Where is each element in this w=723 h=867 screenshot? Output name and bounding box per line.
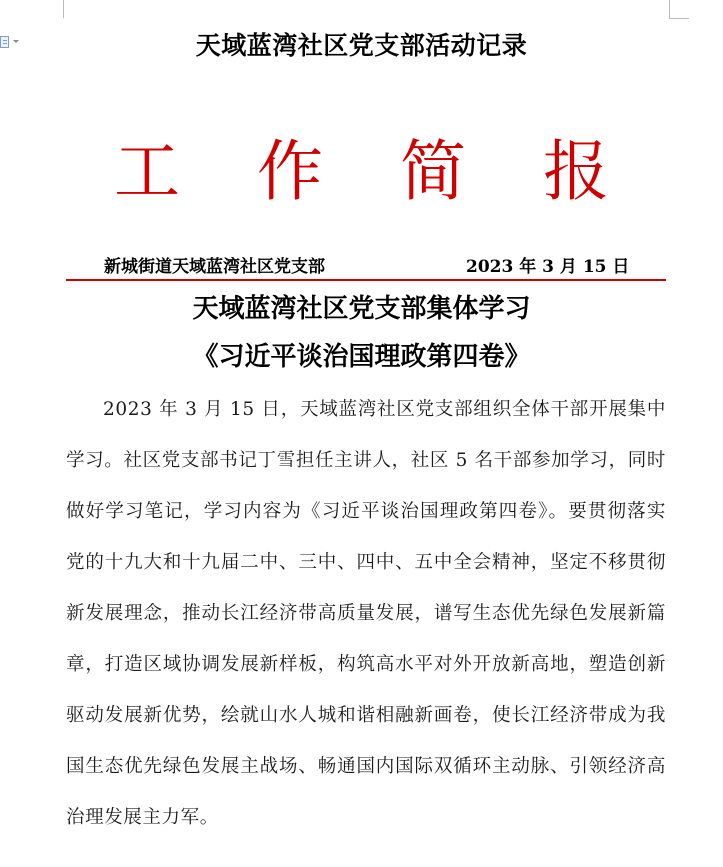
article-title-line2: 《习近平谈治国理政第四卷》 [192, 342, 531, 372]
crop-mark-right-horizontal [669, 18, 689, 19]
meta-row [0, 252, 723, 278]
organization-name: 新城街道天域蓝湾社区党支部 [104, 257, 325, 277]
red-divider [66, 279, 666, 281]
header-title: 天域蓝湾社区党支部活动记录 [195, 31, 528, 60]
article-body: 2023 年 3 月 15 日，天域蓝湾社区党支部组织全体干部开展集中学习。社区党支部书记丁雪担任主讲人，社区 5 名干部参加学习，同时做好学习笔记，学习内容为《习近平谈治国理政第四卷》。要贯彻落实党的十九大和十九届二中、三中、四中、五中全会精神，坚定不移贯彻新发展理念，推动长江经济带高质量发展，谱写生态优先绿色发展新篇章，打造区域协调发展新样板，构筑高水平对外开放新高地，塑造创新驱动发展新优势，绘就山水人城和谐相融新画卷，使长江经济带成为我国生态优先绿色发展主战场、畅通国内国际双循环主动脉、引领经济高治理发展主力军。 [66, 399, 666, 828]
crop-mark-right-vertical [669, 0, 670, 18]
crop-mark-left [63, 0, 64, 18]
article-title-line1: 天域蓝湾社区党支部集体学习 [192, 294, 531, 324]
brief-title: 工 作 简 报 [114, 133, 637, 210]
issue-date: 2023 年 3 月 15 日 [466, 257, 630, 277]
